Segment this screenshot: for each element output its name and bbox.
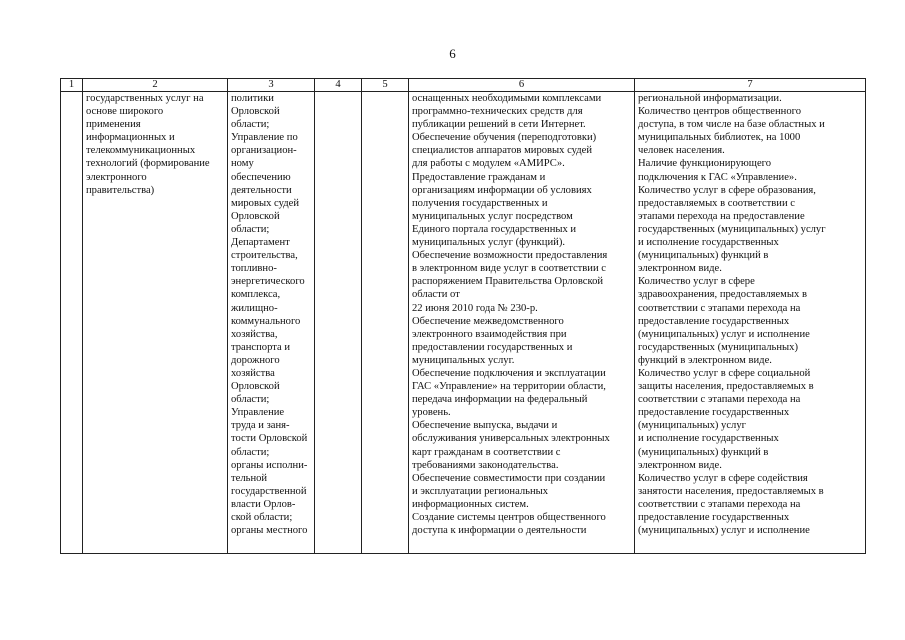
text-line: области от — [412, 289, 460, 301]
text-line: предоставление государственных — [638, 407, 790, 419]
page-number: 6 — [449, 46, 456, 61]
text-line: муниципальных услуг посредством — [412, 210, 573, 222]
column-header-4: 4 — [315, 79, 362, 92]
text-line: передача информации на федеральный — [412, 394, 588, 406]
text-line: Количество центров общественного — [638, 106, 801, 118]
column-header-7: 7 — [635, 79, 866, 92]
cell-col-2 — [83, 92, 228, 554]
text-line: требованиями законодательства. — [412, 459, 559, 471]
text-line: и эксплуатации региональных — [412, 485, 549, 497]
text-line: здравоохранения, предоставляемых в — [638, 289, 807, 301]
text-line: предоставление государственных — [638, 315, 790, 327]
text-line: (муниципальных) услуг — [638, 420, 746, 432]
text-line: комплекса, — [231, 289, 281, 301]
text-line: обеспечению — [231, 171, 291, 183]
text-line: хозяйства — [231, 367, 275, 379]
text-line: государственных (муниципальных) услуг — [638, 223, 826, 235]
text-line: подключения к ГАС «Управление». — [638, 171, 797, 183]
text-line: Управление — [231, 407, 285, 419]
cell-col-3 — [228, 92, 315, 554]
text-line: жилищно- — [231, 302, 278, 314]
text-line: распоряжением Правительства Орловской — [412, 276, 604, 288]
text-line: области; — [231, 119, 270, 131]
column-header-5: 5 — [362, 79, 409, 92]
text-line: Количество услуг в сфере образования, — [638, 184, 816, 196]
text-line: оснащенных необходимыми комплексами — [412, 93, 602, 104]
text-line: муниципальных библиотек, на 1000 — [638, 132, 801, 144]
text-line: этапами перехода на предоставление — [638, 210, 805, 222]
text-line: Количество услуг в сфере содействия — [638, 472, 808, 484]
column-header-1: 1 — [61, 79, 83, 92]
document-table — [60, 78, 866, 554]
text-line: соответствии с этапами перехода на — [638, 394, 801, 406]
text-line: соответствии с этапами перехода на — [638, 498, 801, 510]
text-line: занятости населения, предоставляемых в — [638, 485, 824, 497]
text-line: Единого портала государственных и — [412, 223, 577, 235]
text-line: органы исполни- — [231, 459, 308, 471]
text-line: Обеспечение совместимости при создании — [412, 472, 606, 484]
header-row — [61, 79, 866, 92]
text-line: государственных услуг на — [86, 93, 204, 104]
text-line: функций в электронном виде. — [638, 354, 772, 366]
text-line: Обеспечение подключения и эксплуатации — [412, 367, 606, 379]
text-line: обслуживания универсальных электронных — [412, 433, 610, 445]
text-line: муниципальных услуг (функций). — [412, 237, 565, 249]
column-header-2: 2 — [83, 79, 228, 92]
text-line: доступа к информации о деятельности — [412, 525, 587, 537]
text-line: Обеспечение выпуска, выдачи и — [412, 420, 558, 432]
text-line: транспорта и — [231, 341, 291, 353]
text-line: электронного — [86, 171, 147, 183]
text-line: Количество услуг в сфере социальной — [638, 367, 811, 379]
text-line: энергетического — [231, 276, 305, 288]
text-line: органы местного — [231, 525, 308, 537]
text-line: дорожного — [231, 354, 280, 366]
text-line: соответствии с этапами перехода на — [638, 302, 801, 314]
text-line: публикации решений в сети Интернет. — [412, 119, 586, 131]
text-line: Управление по — [231, 132, 298, 144]
text-line: ГАС «Управление» на территории области, — [412, 381, 606, 393]
text-line: Количество услуг в сфере — [638, 276, 755, 288]
text-line: (муниципальных) функций в — [638, 250, 769, 262]
text-line: политики — [231, 93, 274, 104]
text-line: информационных и — [86, 132, 175, 144]
text-line: уровень. — [412, 407, 451, 419]
text-line: для работы с модулем «АМИРС». — [412, 158, 565, 170]
text-line: предоставляемых в соответствии с — [638, 197, 795, 209]
text-line: получения государственных и — [412, 197, 548, 209]
text-line: электронном виде. — [638, 459, 722, 471]
cell-col-5 — [362, 92, 409, 554]
text-line: Обеспечение возможности предоставления — [412, 250, 608, 262]
text-line: Орловской — [231, 106, 280, 118]
table-row — [61, 92, 866, 554]
text-line: технологий (формирование — [86, 158, 210, 170]
text-line: организацион- — [231, 145, 297, 157]
text-line: тости Орловской — [231, 433, 308, 445]
text-line: ской области; — [231, 512, 293, 523]
text-line: деятельности — [231, 184, 292, 196]
text-line: Орловской — [231, 381, 280, 393]
text-line: программно-технических средств для — [412, 106, 583, 118]
text-line: строительства, — [231, 250, 298, 262]
text-line: и исполнение государственных — [638, 433, 779, 445]
text-line: в электронном виде услуг в соответствии с — [412, 263, 606, 275]
text-line: Обеспечение межведомственного — [412, 315, 564, 327]
text-line: Предоставление гражданам и — [412, 171, 546, 183]
text-line: и исполнение государственных — [638, 237, 779, 249]
text-line: Департамент — [231, 237, 290, 249]
text-line: карт гражданам в соответствии с — [412, 446, 561, 458]
text-line: 22 июня 2010 года № 230-р. — [412, 302, 538, 314]
text-line: топливно- — [231, 263, 277, 275]
text-line: применения — [86, 119, 141, 131]
column-header-3: 3 — [228, 79, 315, 92]
text-line: Обеспечение обучения (переподготовки) — [412, 132, 597, 144]
text-line: доступа, в том числе на базе областных и — [638, 119, 825, 131]
text-line: (муниципальных) функций в — [638, 446, 769, 458]
text-line: ному — [231, 158, 254, 170]
text-line: защиты населения, предоставляемых в — [638, 381, 814, 393]
text-line: Орловской — [231, 210, 280, 222]
cell-col-4 — [315, 92, 362, 554]
text-line: труда и заня- — [231, 420, 290, 432]
text-line: электронного взаимодействия при — [412, 328, 567, 340]
text-line: информационных систем. — [412, 498, 529, 510]
text-line: предоставление государственных — [638, 512, 790, 523]
text-line: предоставлении государственных и — [412, 341, 573, 353]
text-line: государственной — [231, 485, 307, 497]
text-line: специалистов аппаратов мировых судей — [412, 145, 593, 157]
column-header-6: 6 — [409, 79, 635, 92]
text-line: муниципальных услуг. — [412, 354, 515, 366]
text-line: области; — [231, 223, 270, 235]
text-line: коммунального — [231, 315, 301, 327]
text-line: организациям информации об условиях — [412, 184, 592, 196]
text-line: телекоммуникационных — [86, 145, 196, 157]
cell-col-6 — [409, 92, 635, 554]
text-line: тельной — [231, 472, 268, 484]
text-line: электронном виде. — [638, 263, 722, 275]
text-line: области; — [231, 446, 270, 458]
text-line: (муниципальных) услуг и исполнение — [638, 525, 810, 537]
text-line: государственных (муниципальных) — [638, 341, 798, 353]
text-line: региональной информатизации. — [638, 93, 782, 104]
text-line: человек населения. — [638, 145, 725, 157]
text-line: хозяйства, — [231, 328, 278, 340]
text-line: мировых судей — [231, 197, 299, 209]
cell-col-7 — [635, 92, 866, 554]
text-line: правительства) — [86, 184, 155, 196]
text-line: власти Орлов- — [231, 498, 296, 510]
text-line: области; — [231, 394, 270, 406]
text-line: Наличие функционирующего — [638, 158, 772, 170]
text-line: (муниципальных) услуг и исполнение — [638, 328, 810, 340]
text-line: основе широкого — [86, 106, 164, 118]
text-line: Создание системы центров общественного — [412, 512, 606, 523]
cell-col-1 — [61, 92, 83, 554]
